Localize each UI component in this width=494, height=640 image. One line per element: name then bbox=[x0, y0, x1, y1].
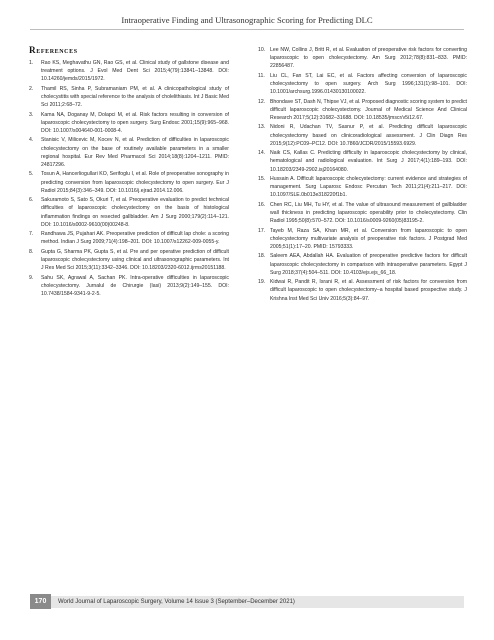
reference-number: 7. bbox=[29, 231, 34, 238]
reference-text: Kama NA, Doganay M, Dolapci M, et al. Risk factors resulting in conversion of laparoscopic cholecystectomy to open surgery. Surg Endosc 2001;15(9):965–968. DOI: 10.1007/s004640-001-0008-4. bbox=[41, 111, 229, 134]
reference-number: 17. bbox=[258, 227, 266, 234]
reference-number: 4. bbox=[29, 137, 34, 144]
reference-text: Tayeb M, Raza SA, Khan MR, et al. Conversion from laparoscopic to open cholecystectomy multivariate analysis of preoperative risk factors. J Postgrad Med 2005;51(1):17–20. PMID: 15793333. bbox=[270, 227, 467, 250]
reference-item bbox=[29, 111, 229, 136]
references-heading bbox=[29, 44, 229, 56]
reference-item bbox=[258, 227, 467, 252]
journal-citation: World Journal of Laparoscopic Surgery, Volume 14 Issue 3 (September–December 2021) bbox=[58, 599, 295, 605]
reference-text: Rao KS, Meghavathu GN, Rao GS, et al. Clinical study of gallstone disease and treatment options. J Evol Med Dent Sci 2015;4(79):13841–13848. DOI: 10.14260/jemds/2015/1972. bbox=[41, 60, 229, 83]
reference-list-right bbox=[258, 46, 467, 303]
reference-item bbox=[258, 72, 467, 97]
reference-text: Naik CS, Kallas C. Predicting difficulty in laparoscopic cholecystectomy by clinical, hematological and radiological evaluation. Int Surg J 2017;4(1):189–193. DOI: 10.18203/2349-2902.isj20164080. bbox=[270, 150, 467, 173]
reference-item bbox=[29, 274, 229, 299]
header-divider bbox=[30, 29, 464, 30]
reference-text: Stanisic V, Milicevic M, Kocev N, et al. Prediction of difficulties in laparoscopic cholecystectomy on the base of routinely available parameters in a smaller regional hospital. Eur Rev Med Pharmacol Sci 2014;18(8):1204–1211. PMID: 24817296. bbox=[41, 137, 229, 168]
reference-text: Chen RC, Liu MH, Tu HY, et al. The value of ultrasound measurement of gallbladder wall thickness in predicting laparoscopic operability prior to cholecystectomy. Clin Radiol 1995;50(8):570–572. DOI: 10.1016/s0009-9260(05)83195-2. bbox=[270, 201, 467, 225]
reference-number: 16. bbox=[258, 201, 266, 208]
reference-number: 5. bbox=[29, 171, 34, 178]
reference-text: Hussain A. Difficult laparoscopic cholecystectomy: current evidence and strategies of management. Surg Laparosc Endosc Percutan Tech 2011;21(4):211–217. DOI: 10.1097/SLE.0b013e318220f1b1. bbox=[270, 175, 467, 199]
reference-text: Bhondave ST, Dash N, Thipse VJ, et al. Proposed diagnostic scoring system to predict difficult laparoscopic cholecystectomy. Journal of Medical Science And Clinical Research 2017;5(12):31682–31688. DOI: 10.18535/jmscr/v5i12.67. bbox=[270, 98, 467, 121]
reference-number: 14. bbox=[258, 150, 266, 157]
reference-number: 11. bbox=[258, 72, 265, 79]
reference-text: Saleem AEA, Abdallah HA. Evaluation of preoperative predictive factors for difficult laparoscopic cholecystectomy in comparison with intraoperative parameters. Egypt J Surg 2018;37(4):504–511. DOI: 10.4103/ejs.ejs_66_18. bbox=[270, 253, 467, 276]
reference-number: 6. bbox=[29, 197, 34, 204]
reference-text: Sakuramoto S, Sato S, Okuri T, et al. Preoperative evaluation to predict technical difficulties of laparoscopic cholecystectomy on the basis of histological inflammation findings on resected gallbladder. Am J Surg 2000;179(2):114–121. DOI: 10.1016/s0002-9610(00)00248-8. bbox=[41, 197, 229, 228]
references-heading-text: References bbox=[29, 45, 78, 55]
reference-item bbox=[29, 85, 229, 110]
reference-number: 9. bbox=[29, 274, 34, 281]
reference-item bbox=[258, 123, 467, 148]
page-number: 170 bbox=[30, 594, 51, 609]
reference-item bbox=[258, 46, 467, 71]
reference-text: Lee NW, Collins J, Britt R, et al. Evaluation of preoperative risk factors for converting laparoscopic to open cholecystectomy. Am Surg 2012;78(8):831–833. PMID: 22856487. bbox=[270, 47, 467, 70]
reference-item bbox=[29, 59, 229, 84]
reference-item bbox=[258, 252, 467, 277]
running-header: Intraoperative Finding and Ultrasonographic Scoring for Predicting DLC bbox=[121, 15, 373, 25]
reference-item bbox=[258, 278, 467, 303]
reference-item bbox=[29, 170, 229, 195]
reference-item bbox=[258, 98, 467, 123]
reference-number: 13. bbox=[258, 124, 266, 131]
reference-text: Kidwai R, Pandit R, Israni R, et al. Assessment of risk factors for conversion from difficult laparoscopic to open cholecystectomy–a hospital based prospective study. J Krishna Inst Med Sci Univ 2016;5(3):84–97. bbox=[270, 279, 467, 302]
reference-number: 2. bbox=[29, 85, 34, 92]
reference-item bbox=[29, 248, 229, 273]
reference-number: 12. bbox=[258, 98, 266, 105]
reference-text: Liu CL, Fan ST, Lai EC, et al. Factors affecting conversion of laparoscopic cholecystectomy to open surgery. Arch Surg 1996;131(1):98–101. DOI: 10.1001/archsurg.1996.01430130100022. bbox=[270, 72, 467, 96]
reference-number: 1. bbox=[29, 60, 34, 66]
reference-number: 18. bbox=[258, 253, 266, 260]
reference-number: 19. bbox=[258, 279, 266, 286]
reference-text: Sahu SK, Agrawal A, Sachan PK. Intra-operative difficulties in laparoscopic cholecystectomy. Jurnalul de Chirurgie (Iasi) 2013;9(2):149–155. DOI: 10.7438/1584-9341-9-2-5. bbox=[41, 274, 229, 297]
reference-text: Randhawa JS, Pujahari AK. Preoperative prediction of difficult lap chole: a scoring method. Indian J Surg 2009;71(4):198–201. DOI: 10.1007/s12262-009-0055-y. bbox=[41, 231, 229, 246]
references-column-left bbox=[29, 44, 229, 299]
reference-text: Tosun A, Hancerliogullari KO, Serifoglu I, et al. Role of preoperative sonography in predicting conversion from laparoscopic cholecystectomy to open surgery. Eur J Radiol 2015;84(3):346–349. DOI: 10.1016/j.ejrad.2014.12.006. bbox=[41, 171, 229, 194]
reference-item bbox=[258, 149, 467, 174]
reference-item bbox=[29, 196, 229, 229]
reference-number: 8. bbox=[29, 248, 34, 255]
reference-number: 10. bbox=[258, 47, 266, 53]
references-column-right bbox=[258, 46, 467, 304]
reference-text: Gupta G, Sharma PK, Gupta S, et al. Pre and per operative prediction of difficult laparoscopic cholecystectomy using clinical and ultrasonographic parameters. Int J Res Med Sci 2015;3(11):3342–3346. DOI: 10.18203/2320-6012.ijrms20151188. bbox=[41, 248, 229, 272]
reference-item bbox=[258, 175, 467, 200]
reference-number: 3. bbox=[29, 111, 34, 118]
reference-number: 15. bbox=[258, 175, 266, 182]
reference-item bbox=[29, 136, 229, 169]
reference-item bbox=[258, 201, 467, 226]
reference-text: Nidoni R, Udachan TV, Sasnur P, et al. Predicting difficult laparoscopic cholecystectomy based on clinicoradiological assessment. J Clin Diagn Res 2015;9(12):PC09–PC12. DOI: 10.7860/JCDR/2015/15593.6929. bbox=[270, 124, 467, 147]
reference-list-left bbox=[29, 59, 229, 298]
reference-item bbox=[29, 230, 229, 246]
reference-text: Thamil RS, Sinha P, Subramaniam PM, et al. A clinicopathological study of cholecystitis with special reference to the analysis of cholelithiasis. Int J Basic Med Sci 2011;2:68–72. bbox=[41, 85, 229, 109]
